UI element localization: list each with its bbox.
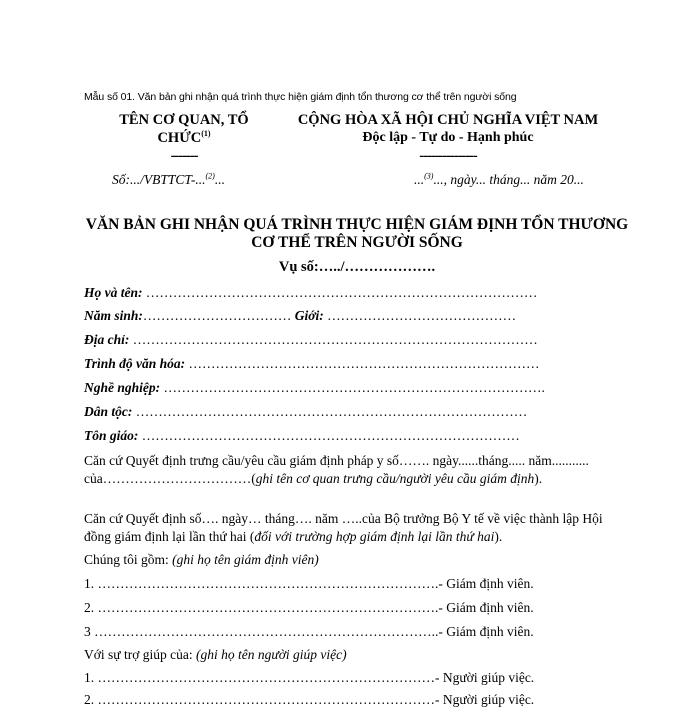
case-number: Vụ số:…../……………….: [278, 259, 436, 275]
examiner-line: 2. ………………………………………………………………….- Giám định viên.: [84, 600, 534, 615]
agency-rule: -------: [170, 148, 198, 164]
field-address: Địa chỉ: ………………………………………………………………………………: [84, 332, 538, 347]
agency-header: [84, 111, 284, 165]
assist-intro: Với sự trợ giúp của: (ghi họ tên người giúp việc): [84, 647, 347, 662]
title-line2: CƠ THỂ TRÊN NGƯỜI SỐNG: [251, 234, 463, 251]
document-title: [72, 216, 642, 252]
field-name: Họ và tên: ……………………………………………………………………………: [84, 285, 538, 300]
field-education: Trình độ văn hóa: ……………………………………………………………………: [84, 356, 540, 371]
form-caption: Mẫu số 01. Văn bản ghi nhận quá trình thực hiện giám định tổn thương cơ thể trên người sống: [84, 91, 517, 103]
agency-name-line1: TÊN CƠ QUAN, TỔ: [119, 112, 249, 128]
field-birth-gender: Năm sinh:…………………………… Giới: ……………………………………: [84, 308, 517, 323]
document-number: Số:.../VBTTCT-...$^{(2)}$...: [112, 171, 225, 187]
basis-paragraph-2: Căn cứ Quyết định số…. ngày… tháng…. năm …..của Bộ trưởng Bộ Y tế về việc thành lập Hội đồng giám định lại lần thứ hai (đối với trường hợp giám định lại lần thứ hai).: [84, 511, 603, 544]
assistant-line: 2. …………………………………………………………………- Người giúp việc.: [84, 692, 535, 707]
nation-motto: Độc lập - Tự do - Hạnh phúc: [362, 130, 534, 145]
nation-name: CỘNG HÒA XÃ HỘI CHỦ NGHĨA VIỆT NAM: [297, 112, 599, 128]
nation-header: [268, 111, 628, 165]
field-occupation: Nghề nghiệp: ………………………………………………………………………….: [84, 380, 545, 395]
document-date: ...$^{(3)}$..., ngày... tháng... năm 20...: [414, 171, 584, 187]
field-religion: Tôn giáo: …………………………………………………………………………: [84, 428, 520, 443]
examiner-line: 1. ………………………………………………………………….- Giám định viên.: [84, 576, 534, 591]
motto-rule: ---------------: [419, 148, 477, 164]
assistant-line: 1. …………………………………………………………………- Người giúp việc.: [84, 670, 535, 685]
agency-name-line2: CHỨC$^{(1)}$: [157, 129, 211, 146]
team-intro: Chúng tôi gồm: (ghi họ tên giám định viên): [84, 552, 319, 567]
title-line1: VĂN BẢN GHI NHẬN QUÁ TRÌNH THỰC HIỆN GIÁM ĐỊNH TỔN THƯƠNG: [85, 216, 629, 233]
field-ethnicity: Dân tộc: ……………………………………………………………………………: [84, 404, 528, 419]
examiner-line: 3 …………………………………………………………………..- Giám định viên.: [84, 624, 534, 639]
basis-paragraph-1: Căn cứ Quyết định trưng cầu/yêu cầu giám định pháp y số……. ngày......tháng..... năm........... của……………………………(ghi tên cơ quan trưng cầu/người yêu cầu giám định).: [84, 453, 589, 486]
